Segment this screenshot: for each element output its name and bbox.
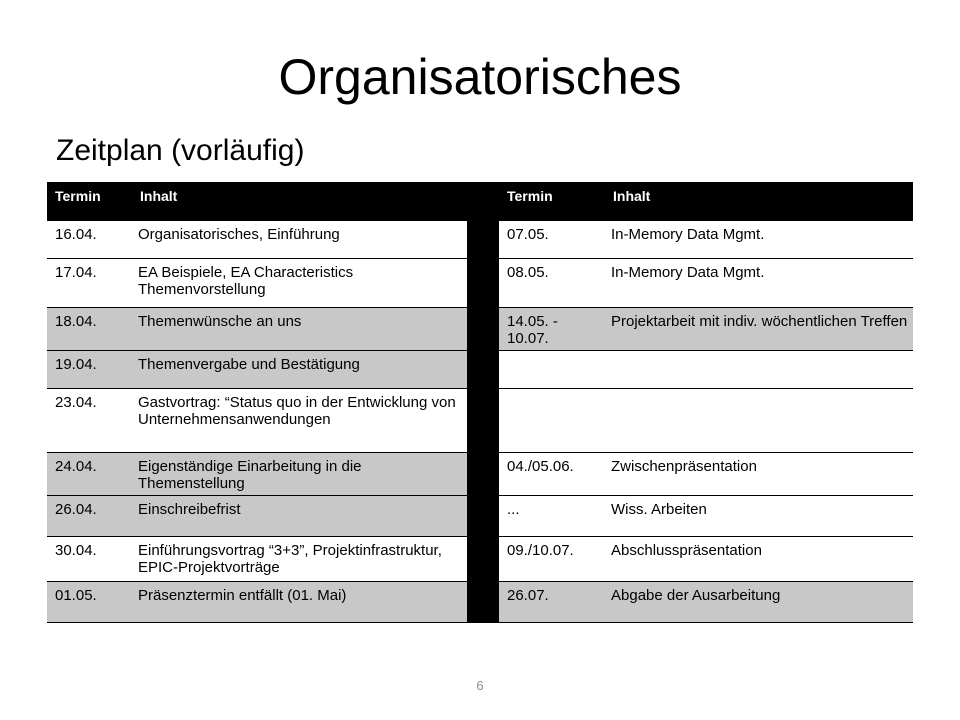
table-row — [499, 582, 913, 623]
date-cell — [499, 389, 605, 453]
schedule-grid — [47, 182, 913, 622]
column-header-termin: Termin — [499, 182, 605, 221]
table-row — [499, 537, 913, 582]
content-cell: Wiss. Arbeiten — [605, 496, 913, 537]
table-row — [47, 537, 467, 582]
table-row — [499, 308, 913, 351]
content-cell: Zwischenpräsentation — [605, 453, 913, 496]
table-row — [499, 389, 913, 453]
table-row — [47, 496, 467, 537]
date-cell: 30.04. — [47, 537, 132, 582]
content-cell: EA Beispiele, EA Characteristics Themenvorstellung — [132, 259, 467, 308]
table-header-row — [47, 182, 467, 221]
date-cell: 19.04. — [47, 351, 132, 389]
table-divider — [467, 182, 499, 623]
slide-subtitle: Zeitplan (vorläufig) — [56, 134, 305, 167]
table-row — [499, 259, 913, 308]
date-cell: 09./10.07. — [499, 537, 605, 582]
slide-title: Organisatorisches — [278, 49, 682, 105]
date-cell: 08.05. — [499, 259, 605, 308]
schedule-table-left — [47, 182, 467, 623]
content-cell: Präsenztermin entfällt (01. Mai) — [132, 582, 467, 623]
content-cell: Projektarbeit mit indiv. wöchentlichen Treffen — [605, 308, 913, 351]
content-cell: Gastvortrag: “Status quo in der Entwicklung von Unternehmensanwendungen — [132, 389, 467, 453]
content-cell: Einschreibefrist — [132, 496, 467, 537]
table-header-row — [499, 182, 913, 221]
table-row — [47, 221, 467, 259]
table-row — [47, 453, 467, 496]
content-cell: In-Memory Data Mgmt. — [605, 221, 913, 259]
content-cell: In-Memory Data Mgmt. — [605, 259, 913, 308]
column-header-inhalt: Inhalt — [132, 182, 467, 221]
date-cell — [499, 351, 605, 389]
content-cell — [605, 389, 913, 453]
table-row — [47, 351, 467, 389]
table-row — [47, 308, 467, 351]
date-cell: 01.05. — [47, 582, 132, 623]
date-cell: 23.04. — [47, 389, 132, 453]
table-row — [47, 389, 467, 453]
page-number: 6 — [476, 678, 484, 693]
table-row — [499, 496, 913, 537]
content-cell: Abgabe der Ausarbeitung — [605, 582, 913, 623]
table-row — [499, 453, 913, 496]
schedule-table-right — [499, 182, 913, 623]
date-cell: 07.05. — [499, 221, 605, 259]
content-cell: Themenwünsche an uns — [132, 308, 467, 351]
content-cell: Eigenständige Einarbeitung in die Themenstellung — [132, 453, 467, 496]
date-cell: 18.04. — [47, 308, 132, 351]
date-cell: ... — [499, 496, 605, 537]
table-row — [499, 351, 913, 389]
column-header-inhalt: Inhalt — [605, 182, 913, 221]
table-row — [499, 221, 913, 259]
date-cell: 24.04. — [47, 453, 132, 496]
content-cell: Abschlusspräsentation — [605, 537, 913, 582]
content-cell: Einführungsvortrag “3+3”, Projektinfrastruktur, EPIC-Projektvorträge — [132, 537, 467, 582]
date-cell: 04./05.06. — [499, 453, 605, 496]
date-cell: 16.04. — [47, 221, 132, 259]
content-cell — [605, 351, 913, 389]
date-cell: 26.07. — [499, 582, 605, 623]
content-cell: Themenvergabe und Bestätigung — [132, 351, 467, 389]
date-cell: 14.05. - 10.07. — [499, 308, 605, 351]
content-cell: Organisatorisches, Einführung — [132, 221, 467, 259]
table-row — [47, 259, 467, 308]
column-header-termin: Termin — [47, 182, 132, 221]
date-cell: 26.04. — [47, 496, 132, 537]
date-cell: 17.04. — [47, 259, 132, 308]
table-row — [47, 582, 467, 623]
